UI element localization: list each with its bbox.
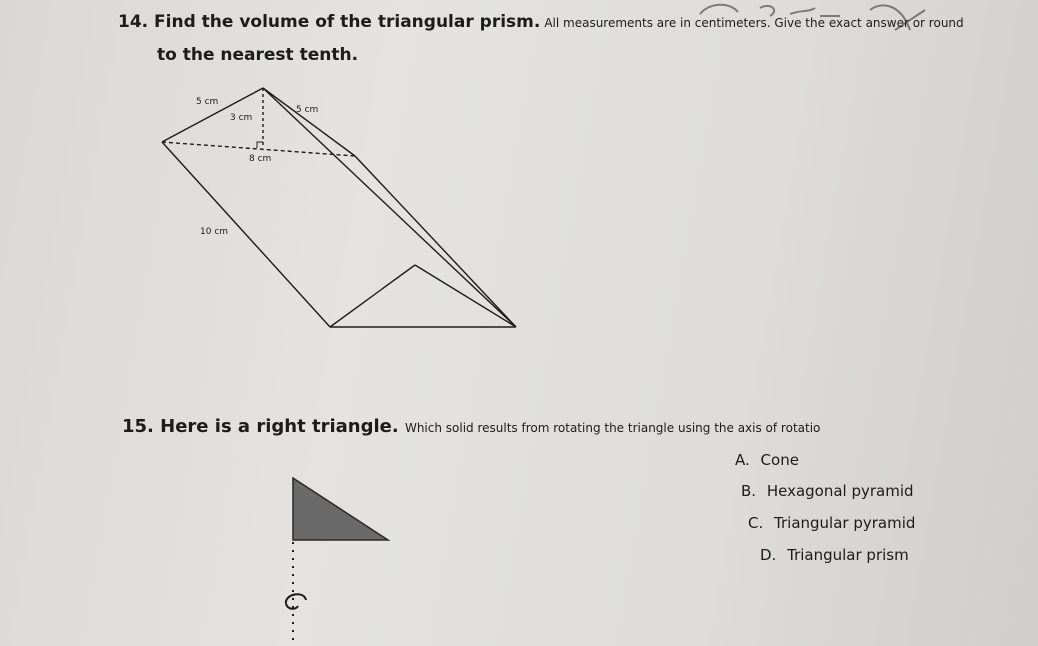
question-14-heading: 14. Find the volume of the triangular prism. All measurements are in centimeters. Give the exact answer or round	[118, 12, 964, 32]
choice-b-text: Hexagonal pyramid	[766, 482, 914, 500]
triangular-prism-figure	[150, 80, 530, 340]
label-length: 10 cm	[200, 227, 229, 237]
question-15-text: Which solid results from rotating the triangle using the axis of rotatio	[404, 421, 821, 435]
label-height: 3 cm	[230, 113, 253, 123]
choice-b-letter: B.	[741, 482, 757, 500]
choice-c-text: Triangular pyramid	[774, 514, 916, 532]
choice-a[interactable]	[735, 451, 799, 469]
question-14-instruction: All measurements are in centimeters. Give the exact answer or round	[544, 16, 964, 30]
choice-a-text: Cone	[760, 451, 799, 469]
question-15-heading: 15. Here is a right triangle. Which solid results from rotating the triangle using the axis of rotatio	[122, 416, 821, 437]
right-triangle-figure	[280, 470, 400, 646]
choice-c[interactable]	[748, 514, 915, 532]
choice-d-letter: D.	[760, 546, 777, 564]
choice-a-letter: A.	[735, 451, 750, 469]
label-base: 8 cm	[249, 154, 272, 164]
choice-c-letter: C.	[748, 514, 764, 532]
label-slant-right: 5 cm	[296, 105, 319, 115]
label-slant-left: 5 cm	[196, 97, 219, 107]
choice-b[interactable]	[741, 482, 914, 500]
question-14-continuation: to the nearest tenth.	[157, 45, 359, 65]
choice-d[interactable]	[760, 546, 909, 564]
choice-d-text: Triangular prism	[787, 546, 909, 564]
